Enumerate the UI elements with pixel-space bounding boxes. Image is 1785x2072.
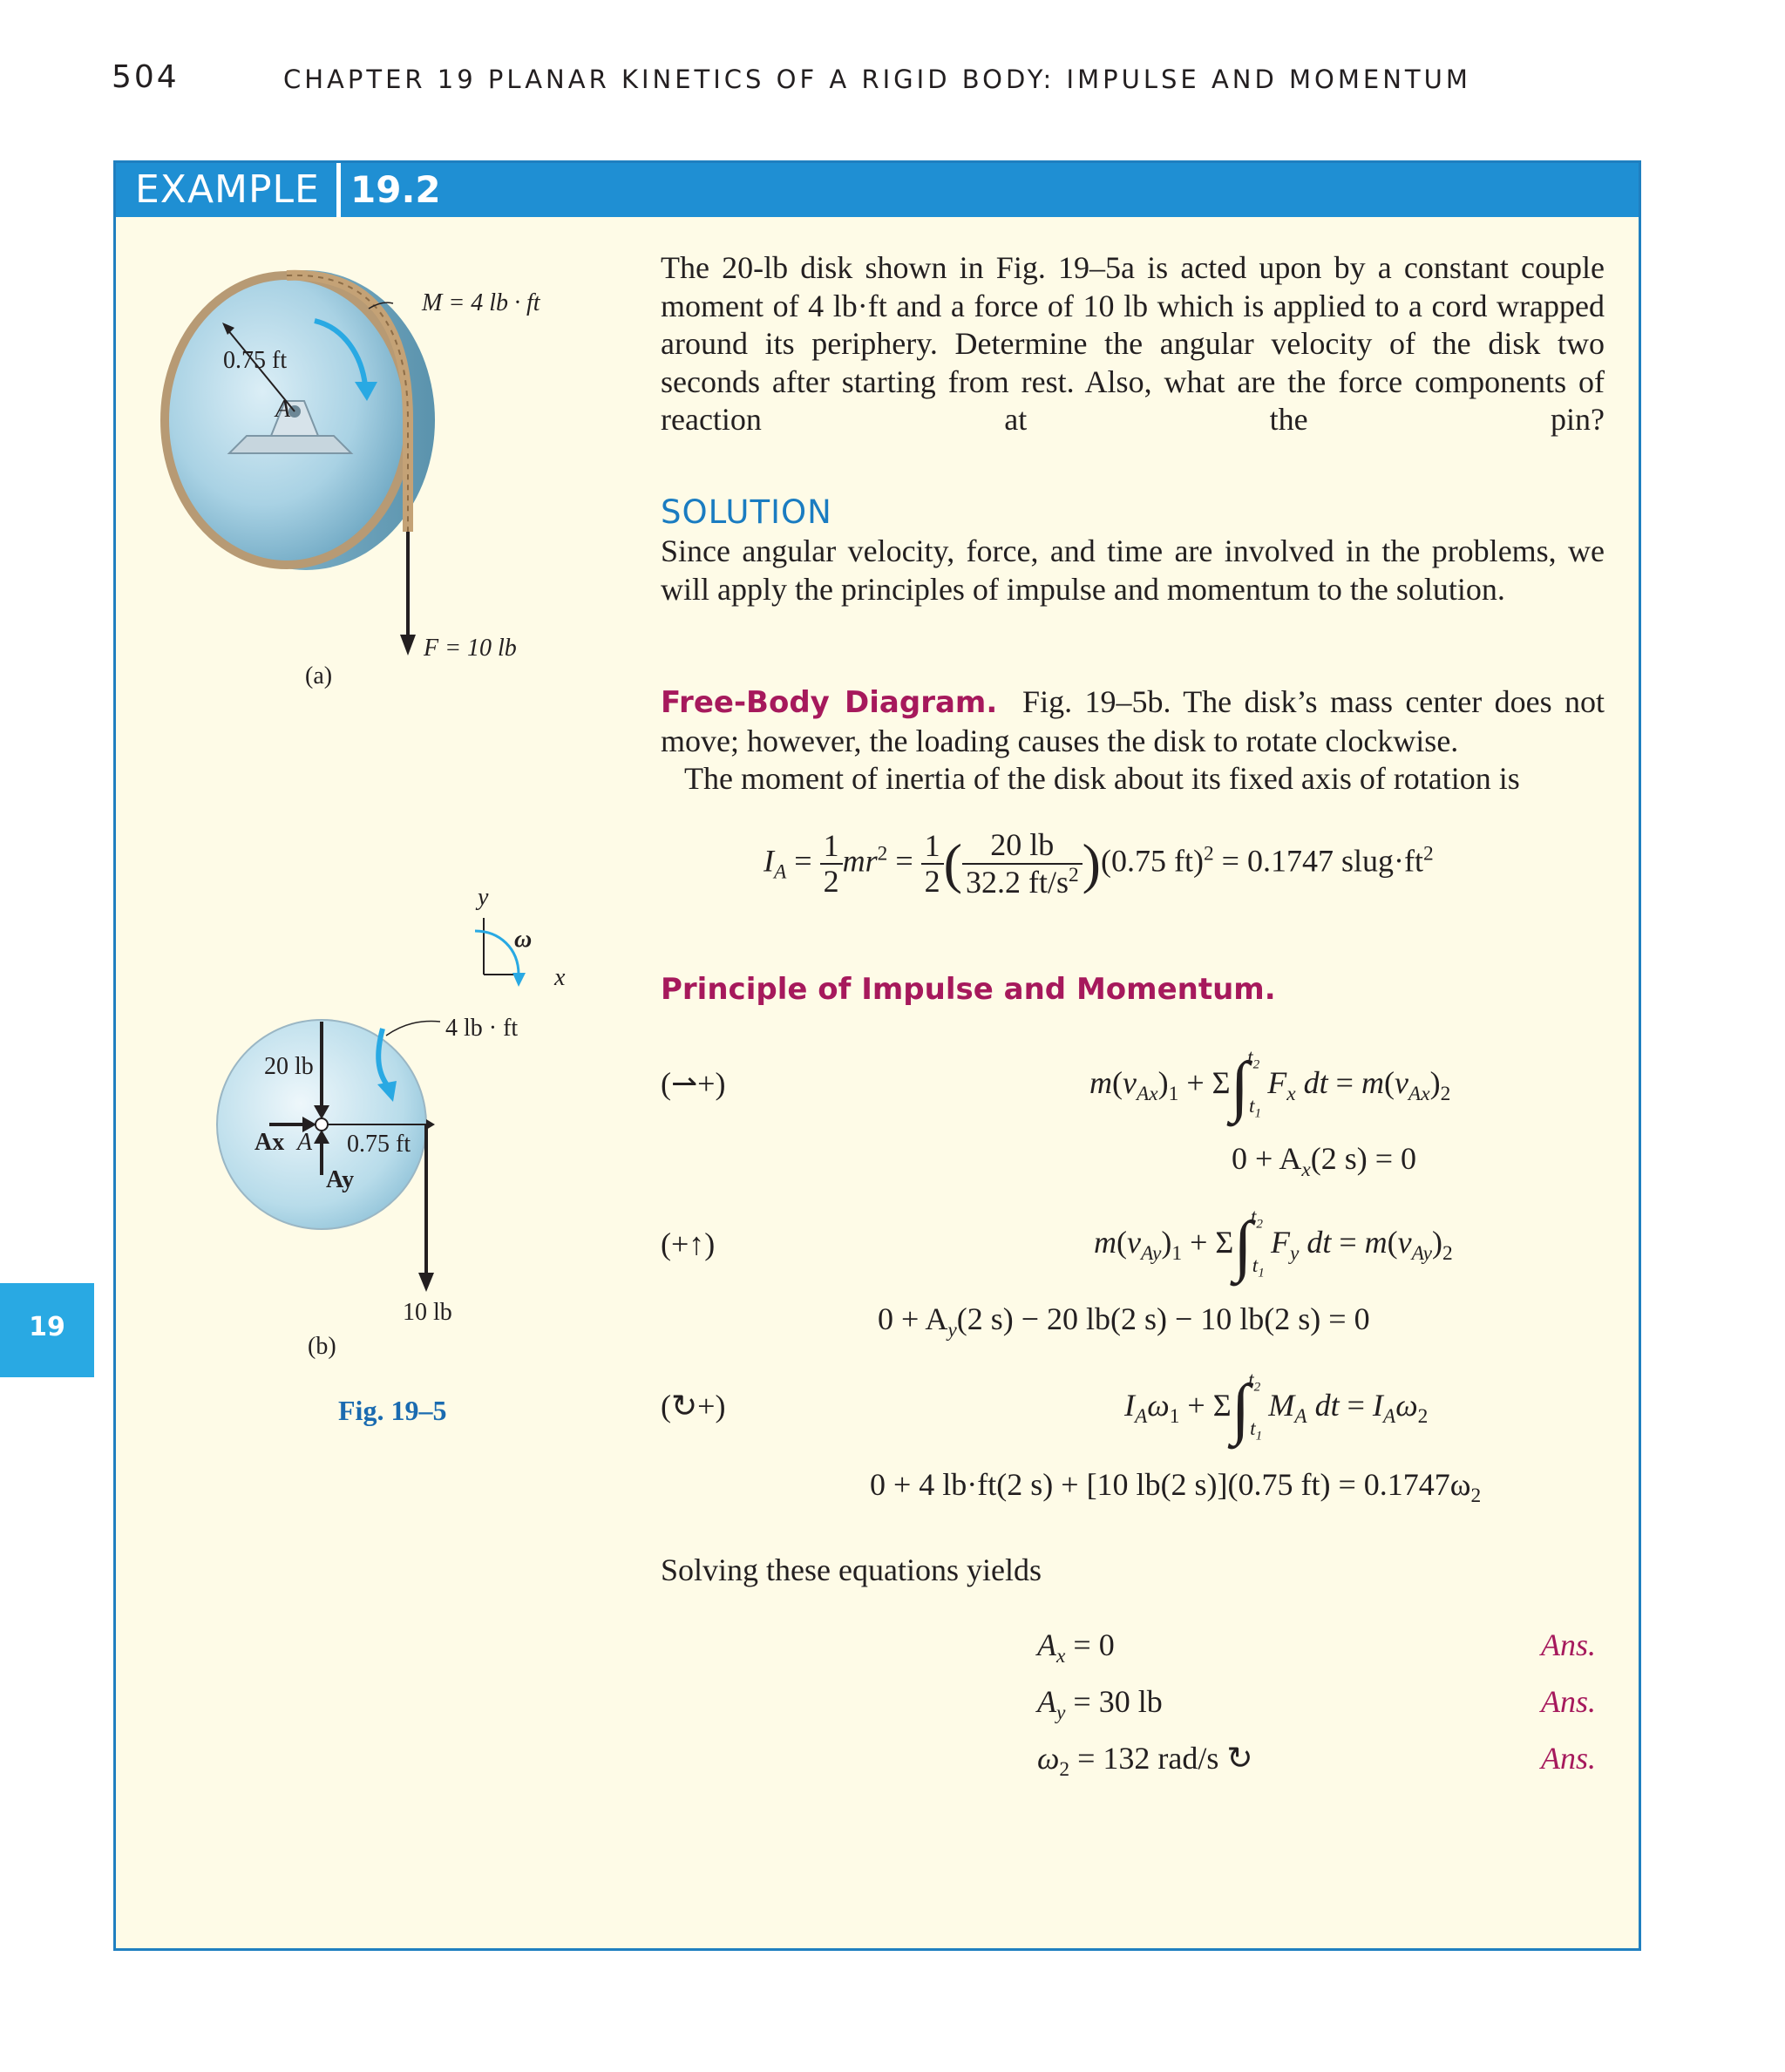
moi-mr2: mr — [842, 843, 878, 879]
figure-19-5 — [116, 218, 656, 1456]
omega-arc-b — [475, 931, 519, 975]
omega-arrowhead-b — [512, 973, 526, 987]
impulse-eq-y: $m(v_{Ay})_1 + \Sigma\int_{t_1}^{t_2}$ $F_y$ dt = $m(v_{Ay})_2$ — [1094, 1206, 1453, 1283]
force-arrowhead-a — [400, 635, 416, 656]
label-ax-b: Ax — [255, 1129, 285, 1156]
label-force-a: F = 10 lb — [424, 635, 517, 662]
answer-ay — [1037, 1683, 1163, 1725]
label-moment-b: 4 lb · ft — [445, 1015, 519, 1042]
pin-bracket-base — [229, 436, 351, 453]
moi-half-num: 1 — [820, 829, 843, 866]
moi-result: = 0.1747 slug·ft — [1221, 843, 1423, 879]
pim-heading: Principle of Impulse and Momentum. — [661, 972, 1276, 1007]
force-arrowhead-b — [418, 1273, 434, 1292]
label-omega: ω — [514, 926, 533, 953]
answer-ay-sub: y — [1056, 1702, 1066, 1725]
solution-heading: SOLUTION — [661, 493, 832, 531]
fbd-text-2: The moment of inertia of the disk about its fixed axis of rotation is — [684, 761, 1520, 797]
impulse-eq-x-sub: $0 + A_x(2$ s) = 0 — [1232, 1141, 1417, 1182]
answer-omega-lhs: ω — [1037, 1741, 1060, 1776]
solution-text: Since angular velocity, force, and time are involved in the problems, we will apply the principles of impulse and momentum to the solution. — [661, 533, 1605, 607]
fbd-text: Fig. 19–5b. The disk’s mass center does not move; however, the loading causes the disk to rotate clockwise. — [661, 684, 1605, 758]
impulse-eq-y-sub-b: (2 s) − 20 lb(2 s) − 10 lb(2 s) = 0 — [956, 1301, 1370, 1336]
label-pin-a: A — [275, 396, 291, 423]
moi-equation: $I_A$ = $\frac{1}{2}$ $mr^2$ = $\frac{1}{2}$ ( $\frac{20 lb}{32.2 ft/s^2}$ )(0.75 ft)$^2$ = 0.1747 $slug\cdot ft^2$ — [764, 827, 1434, 900]
figure-caption: Fig. 19–5 — [338, 1395, 447, 1426]
impulse-eq-x: $m(v_{Ax})_1 + \Sigma\int_{t_1}^{t_2}$ $F_x$ dt = $m(v_{Ax})_2$ — [1089, 1046, 1451, 1124]
answer-ax — [1037, 1627, 1115, 1668]
moi-lhs-sub: A — [774, 860, 787, 884]
problem-statement: The 20-lb disk shown in Fig. 19–5a is acted upon by a constant couple moment of 4 lb·ft and a force of 10 lb which is applied to a cord wrapped around its periphery. Determine the angular velocity of the disk two seconds after starting from rest. Also, what are the force components of reaction at the pin? — [661, 250, 1605, 438]
answer-ay-lhs: A — [1037, 1684, 1056, 1719]
moi-radius: (0.75 ft) — [1100, 843, 1204, 879]
label-radius-a: 0.75 ft — [223, 347, 288, 374]
impulse-eq-y-sub: $0 + A_y(2$ s) − 20 lb(2 s) − 10 lb(2 s) = 0 — [878, 1301, 1370, 1342]
impulse-eq-y-sub-a: 0 + A — [878, 1301, 948, 1336]
example-label: EXAMPLE — [135, 167, 320, 212]
label-x-axis: x — [554, 964, 566, 991]
label-radius-b: 0.75 ft — [347, 1131, 411, 1158]
label-force-b: 10 lb — [403, 1299, 452, 1326]
banner-divider — [336, 163, 341, 217]
answer-ax-sub: x — [1056, 1645, 1066, 1668]
angular-impulse-eq: $I_A\omega_1 + \Sigma\int_{t_1}^{t_2}$ $M_A$ dt = $I_A\omega_2$ — [1124, 1369, 1429, 1446]
answer-omega — [1037, 1740, 1253, 1782]
caption-b: (b) — [308, 1333, 336, 1360]
sign-y: (+↑) — [661, 1226, 716, 1261]
sign-x: (⇀+) — [661, 1066, 726, 1101]
ans-label-2: Ans. — [1541, 1684, 1596, 1719]
fbd-paragraph — [661, 683, 1605, 798]
label-y-axis: y — [478, 884, 489, 911]
moi-mass-num: 20 lb — [962, 828, 1083, 865]
angular-impulse-sub-text: 0 + 4 lb·ft(2 s) + [10 lb(2 s)](0.75 ft) = 0.1747ω — [870, 1467, 1471, 1502]
chapter-tab-label: 19 — [29, 1312, 65, 1342]
label-ay-b: Ay — [326, 1166, 355, 1193]
moi-half-num-2: 1 — [921, 829, 944, 866]
example-number: 19.2 — [350, 168, 441, 211]
fbd-heading: Free-Body Diagram. — [661, 685, 998, 720]
answer-ay-rhs: = 30 lb — [1073, 1684, 1163, 1719]
ans-label-1: Ans. — [1541, 1627, 1596, 1662]
ans-label-3: Ans. — [1541, 1741, 1596, 1776]
moi-mass-den: 32.2 ft/s — [965, 864, 1069, 900]
answer-ax-rhs: = 0 — [1073, 1627, 1115, 1662]
impulse-eq-x-sub-b: (2 s) = 0 — [1310, 1141, 1417, 1176]
angular-impulse-sub: 0 + 4 lb·ft(2 s) + [10 lb(2 s)](0.75 $ft) = 0.1747\omega_2$ — [870, 1467, 1482, 1508]
moi-lhs: I — [764, 843, 774, 879]
example-banner — [116, 163, 1639, 217]
moi-half-den: 2 — [823, 864, 839, 900]
solving-text: Solving these equations yields — [661, 1552, 1042, 1587]
label-weight-b: 20 lb — [264, 1053, 314, 1080]
page-number: 504 — [112, 59, 180, 95]
answer-ax-lhs: A — [1037, 1627, 1056, 1662]
moment-leader-b — [386, 1022, 440, 1036]
caption-a: (a) — [305, 662, 333, 690]
running-head: CHAPTER 19 PLANAR KINETICS OF A RIGID BODY: IMPULSE AND MOMENTUM — [283, 65, 1471, 94]
disk-a — [165, 270, 435, 570]
pin-b — [316, 1118, 328, 1131]
answer-omega-rhs: = 132 rad/s ↻ — [1077, 1741, 1253, 1776]
moi-half-den-2: 2 — [924, 864, 940, 900]
label-a-b: A — [297, 1129, 313, 1156]
label-moment-a: M = 4 lb · ft — [422, 289, 540, 316]
sign-moment: (↻+) — [661, 1389, 726, 1423]
impulse-eq-x-sub-a: 0 + A — [1232, 1141, 1302, 1176]
answer-omega-sub: 2 — [1059, 1758, 1070, 1782]
